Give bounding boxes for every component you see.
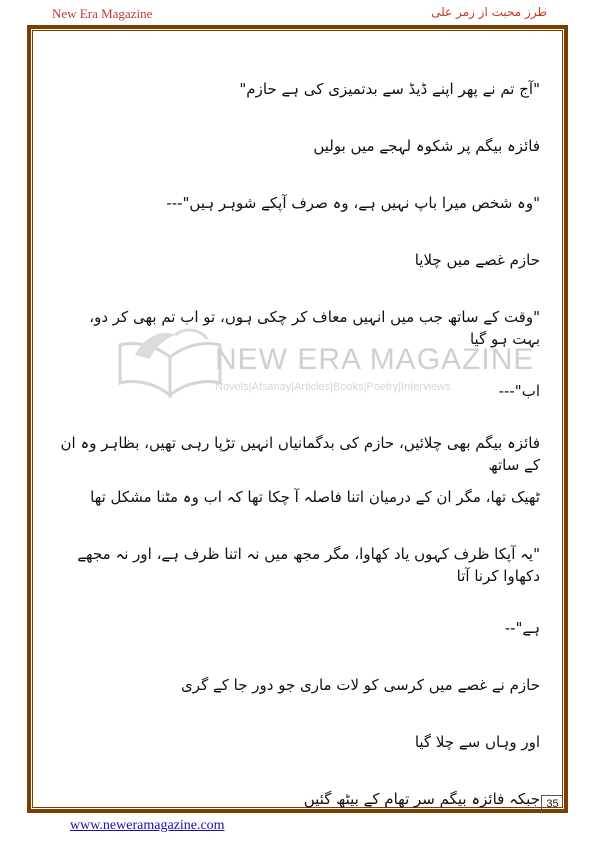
paragraph: "یہ آپکا ظرف کہوں یاد کھاوا، مگر مجھ میں نہ اتنا ظرف ہے، اور نہ مجھے دکھاوا کرنا آتا xyxy=(77,545,540,585)
watermark-title: NEW ERA MAGAZINE xyxy=(215,343,535,376)
paragraph: اب"--- xyxy=(498,382,540,400)
story-title: طرز محبت از زمر علی xyxy=(431,5,547,19)
paragraph: حازم نے غصے میں کرسی کو لات ماری جو دور جا کے گری xyxy=(181,676,540,694)
paragraph: جبکہ فائزہ بیگم سر تھام کے بیٹھ گئیں xyxy=(303,790,540,808)
watermark-subtitle: Novels|Afsanay|Articles|Books|Poetry|Interviews xyxy=(215,381,451,393)
magazine-name: New Era Magazine xyxy=(52,6,153,21)
story-body xyxy=(60,78,540,810)
paragraph: حازم غصے میں چلایا xyxy=(414,251,540,269)
paragraph: فائزہ بیگم بھی چلائیں، حازم کی بدگمانیاں انہیں تڑپا رہی تھیں، بظاہر وہ ان کے ساتھ xyxy=(60,434,540,474)
page-number: 35 xyxy=(541,795,563,813)
paragraph: "وقت کے ساتھ جب میں انہیں معاف کر چکی ہوں، تو اب تم بھی کر دو، بہت ہو گیا xyxy=(89,308,540,348)
website-link[interactable]: www.neweramagazine.com xyxy=(70,818,225,833)
paragraph: ہے"-- xyxy=(504,619,540,637)
paragraph: ٹھیک تھا، مگر ان کے درمیان اتنا فاصلہ آ چکا تھا کہ اب وہ مٹنا مشکل تھا xyxy=(90,488,540,506)
paragraph: فائزہ بیگم پر شکوہ لہجے میں بولیں xyxy=(313,137,540,155)
paragraph: "آج تم نے پھر اپنے ڈیڈ سے بدتمیزی کی ہے حازم" xyxy=(239,80,540,98)
paragraph: اور وہاں سے چلا گیا xyxy=(414,733,540,751)
paragraph: "وہ شخص میرا باپ نہیں ہے، وہ صرف آپکے شوہر ہیں"--- xyxy=(166,194,540,212)
